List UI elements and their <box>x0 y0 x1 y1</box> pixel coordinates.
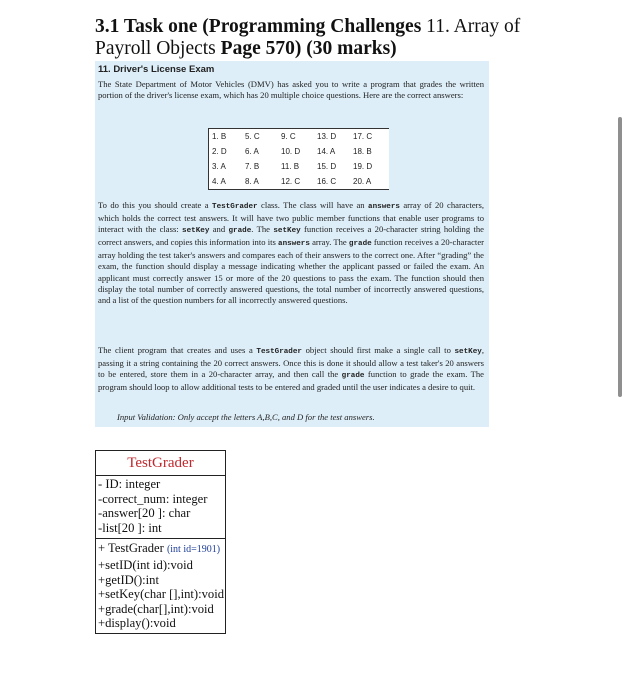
code-run: answers <box>368 203 400 211</box>
answer-cell: 16. C <box>314 174 350 190</box>
answer-cell: 8. A <box>242 174 278 190</box>
answer-cell: 18. B <box>353 147 372 156</box>
answer-cell: 6. A <box>245 147 259 156</box>
text-run: class. The class will have an <box>257 200 369 210</box>
answer-cell: 5. C <box>242 129 278 145</box>
uml-attribute: - ID: integer <box>98 477 161 491</box>
uml-constructor-param: (int id=1901) <box>166 544 221 556</box>
uml-operation: +getID():int <box>98 572 159 587</box>
answer-row <box>209 129 390 145</box>
answer-cell: 14. A <box>317 147 336 156</box>
code-run: grade <box>348 240 372 249</box>
text-run: array of 20 characters, which holds the correct test answers. It will have two public member functions that enable user programs to interact with the class: <box>98 200 484 235</box>
uml-operation: +setID(int id):void <box>98 557 193 572</box>
uml-attributes <box>96 476 225 539</box>
answer-cell: 17. C <box>350 129 389 145</box>
answer-cell: 9. C <box>278 129 314 145</box>
uml-operation: +setKey(char [],int):void <box>98 587 224 602</box>
problem-panel <box>95 61 489 427</box>
text-run: . The <box>251 224 274 235</box>
answer-row <box>209 174 390 190</box>
text-run: function receives a 20-character string holding the correct answers, and copies this information into its <box>98 224 484 248</box>
problem-intro: The State Department of Motor Vehicles (DMV) has asked you to write a program that grades the written portion of the driver's license exam, which has 20 multiple choice questions. Here are the correct answers: <box>98 79 484 101</box>
answer-cell: 13. D <box>314 129 350 145</box>
vertical-scrollbar[interactable] <box>618 117 622 397</box>
answer-row <box>209 144 390 159</box>
uml-attribute: -answer[20 ]: char <box>98 506 191 521</box>
code-run: grade <box>228 227 252 236</box>
code-run: TestGrader <box>212 203 258 211</box>
answer-cell: 12. C <box>278 174 314 190</box>
uml-class-diagram <box>95 450 226 634</box>
code-run: grade <box>341 372 365 381</box>
code-run: setKey <box>182 227 210 236</box>
answer-row <box>209 159 390 174</box>
task-heading <box>95 16 545 60</box>
task-heading-bold-1: 3.1 Task one (Programming Challenges <box>95 16 422 37</box>
task-heading-regular: 11. Array of Payroll Objects <box>95 16 521 59</box>
text-run: , passing it a string containing the 20 correct answers. Once this is done it should allow a test taker's 20 answers to be entered, store them in a 20-character array, and then call the <box>98 345 484 380</box>
code-run: setKey <box>454 348 482 356</box>
text-run: array. The <box>309 237 349 248</box>
uml-attribute: -correct_num: integer <box>98 491 208 506</box>
text-run: object should first make a single call to <box>301 345 455 355</box>
text-run: and <box>209 224 229 235</box>
answer-cell: 2. D <box>209 144 243 159</box>
problem-title: 11. Driver's License Exam <box>98 64 215 75</box>
answer-cell: 7. B <box>245 162 260 171</box>
uml-operation: +grade(char[],int):void <box>98 601 214 616</box>
problem-paragraph-2 <box>98 200 484 306</box>
answer-cell: 3. A <box>209 159 243 174</box>
input-validation-note: Input Validation: Only accept the letters A,B,C, and D for the test answers. <box>117 412 375 422</box>
text-run: The client program that creates and uses a <box>98 345 257 355</box>
text-run: To do this you should create a <box>98 200 213 210</box>
answer-cell: 10. D <box>281 147 301 156</box>
problem-paragraph-3 <box>98 345 484 393</box>
answer-cell: 4. A <box>209 174 243 190</box>
text-run: function to grade the exam. The program should loop to allow additional tests to be entered and graded until the user indicates a desire to quit. <box>98 369 485 393</box>
uml-operation: +display():void <box>98 616 176 631</box>
code-run: TestGrader <box>256 348 302 356</box>
text-run: function receives a 20-character array holding the test taker's answers and compares each of their answers to the correct one. After “grading” the exam, the function should display a message indicating whether the applicant passed or failed the exam. An applicant must correctly answer 15 or more of the 20 questions to pass the exam. The function should then display the total number of correctly answered questions, the total number of incorrectly answered questions, and a list of the question numbers for all incorrectly answered questions. <box>98 237 484 305</box>
uml-constructor-name: + TestGrader <box>98 541 167 556</box>
answer-cell: 1. B <box>209 129 243 145</box>
answer-cell: 11. B <box>281 162 300 171</box>
uml-operations <box>96 539 225 633</box>
answer-key-table <box>208 128 389 190</box>
answer-cell: 15. D <box>317 162 337 171</box>
code-run: answers <box>278 240 310 249</box>
uml-class-name: TestGrader <box>96 451 225 476</box>
uml-constructor <box>98 541 225 558</box>
answer-cell: 20. A <box>350 174 389 190</box>
code-run: setKey <box>273 227 301 236</box>
task-heading-bold-2: Page 570) (30 marks) <box>220 38 397 59</box>
answer-cell: 19. D <box>353 162 373 171</box>
uml-attribute: -list[20 ]: int <box>98 520 162 535</box>
